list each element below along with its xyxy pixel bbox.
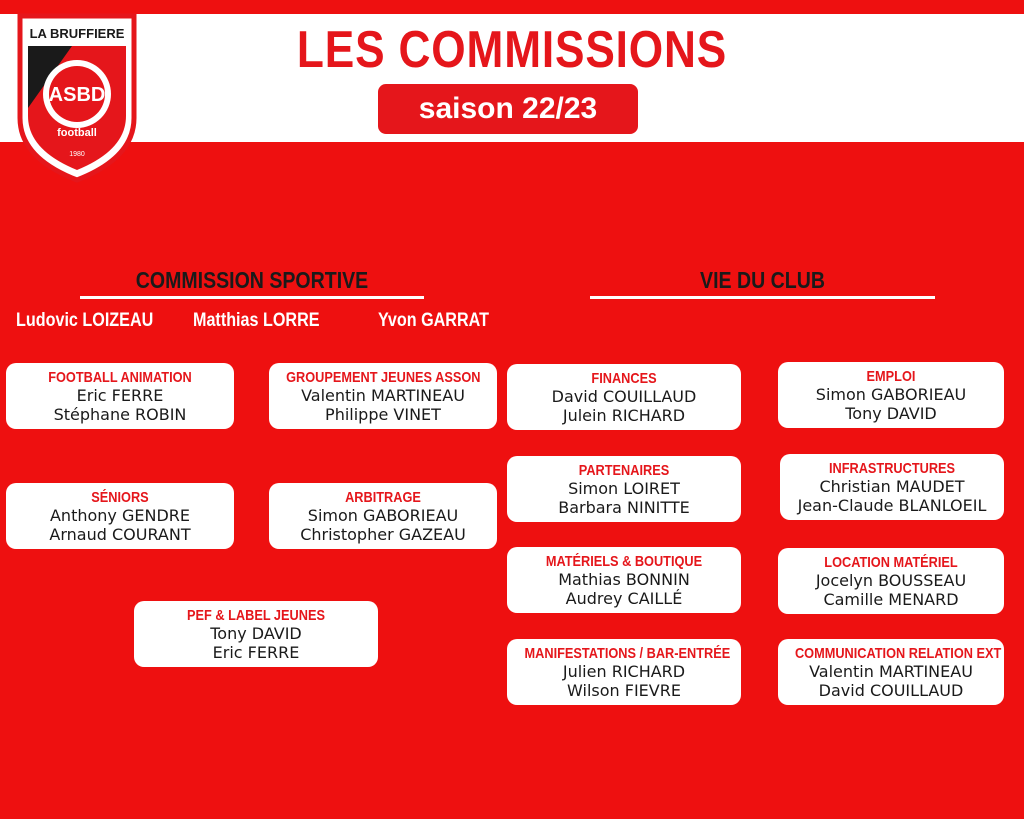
- commission-card: [6, 483, 234, 549]
- commission-title: SÉNIORS: [91, 489, 149, 506]
- logo-sub-text: football: [57, 127, 97, 139]
- top-strip: [0, 0, 1024, 14]
- commission-card: [134, 601, 378, 667]
- member-name: Philippe VINET: [325, 405, 441, 424]
- commission-title: LOCATION MATÉRIEL: [824, 554, 958, 571]
- commission-title: FINANCES: [591, 370, 657, 387]
- commission-title: EMPLOI: [866, 368, 916, 385]
- commission-title: MATÉRIELS & BOUTIQUE: [545, 553, 703, 570]
- member-name: Christopher GAZEAU: [300, 525, 466, 544]
- commission-card: [778, 639, 1004, 705]
- commission-title: MANIFESTATIONS / BAR-ENTRÉE: [524, 645, 731, 662]
- commission-card: [507, 547, 741, 613]
- club-underline: [590, 296, 935, 299]
- member-name: Valentin MARTINEAU: [301, 386, 465, 405]
- commission-card: [507, 456, 741, 522]
- member-name: Simon GABORIEAU: [815, 385, 967, 404]
- commission-card: [780, 454, 1004, 520]
- member-name: Eric FERRE: [76, 386, 164, 405]
- sportive-leader: Matthias LORRE: [193, 310, 320, 331]
- commission-title: PEF & LABEL JEUNES: [187, 607, 325, 624]
- member-name: Simon LOIRET: [568, 479, 680, 498]
- member-name: Stéphane ROBIN: [53, 405, 187, 424]
- commission-title: INFRASTRUCTURES: [828, 460, 956, 477]
- commission-title: COMMUNICATION RELATION EXT: [794, 645, 1002, 662]
- member-name: Mathias BONNIN: [558, 570, 690, 589]
- commission-card: [269, 363, 497, 429]
- member-name: Tony DAVID: [845, 404, 937, 423]
- commission-card: [507, 364, 741, 430]
- commission-card: [6, 363, 234, 429]
- member-name: Anthony GENDRE: [49, 506, 190, 525]
- sportive-leader: Yvon GARRAT: [378, 310, 489, 331]
- commission-title: FOOTBALL ANIMATION: [48, 369, 192, 386]
- logo-top-text: LA BRUFFIERE: [29, 26, 125, 41]
- season-badge: saison 22/23: [378, 84, 638, 134]
- member-name: Simon GABORIEAU: [307, 506, 459, 525]
- member-name: Christian MAUDET: [819, 477, 965, 496]
- member-name: Audrey CAILLÉ: [565, 589, 683, 608]
- club-section-title: VIE DU CLUB: [700, 267, 825, 293]
- member-name: Julein RICHARD: [562, 406, 686, 425]
- member-name: Wilson FIEVRE: [567, 681, 681, 700]
- commission-card: [778, 548, 1004, 614]
- logo-year-text: 1980: [69, 151, 85, 158]
- member-name: Jean-Claude BLANLOEIL: [797, 496, 987, 515]
- commission-title: PARTENAIRES: [578, 462, 670, 479]
- member-name: Julien RICHARD: [562, 662, 686, 681]
- member-name: Arnaud COURANT: [49, 525, 191, 544]
- sportive-leader: Ludovic LOIZEAU: [16, 310, 154, 331]
- member-name: Tony DAVID: [210, 624, 302, 643]
- member-name: David COUILLAUD: [551, 387, 697, 406]
- member-name: Jocelyn BOUSSEAU: [815, 571, 967, 590]
- member-name: Eric FERRE: [212, 643, 300, 662]
- logo-monogram: ASBD: [48, 84, 106, 106]
- member-name: Camille MENARD: [823, 590, 959, 609]
- member-name: Valentin MARTINEAU: [809, 662, 973, 681]
- commission-card: [269, 483, 497, 549]
- commission-title: ARBITRAGE: [345, 489, 421, 506]
- sportive-section-title: COMMISSION SPORTIVE: [135, 267, 369, 293]
- member-name: David COUILLAUD: [818, 681, 964, 700]
- sportive-underline: [80, 296, 424, 299]
- member-name: Barbara NINITTE: [558, 498, 690, 517]
- commission-title: GROUPEMENT JEUNES ASSON: [286, 369, 481, 386]
- page-title: LES COMMISSIONS: [296, 21, 728, 79]
- commission-card: [778, 362, 1004, 428]
- commission-card: [507, 639, 741, 705]
